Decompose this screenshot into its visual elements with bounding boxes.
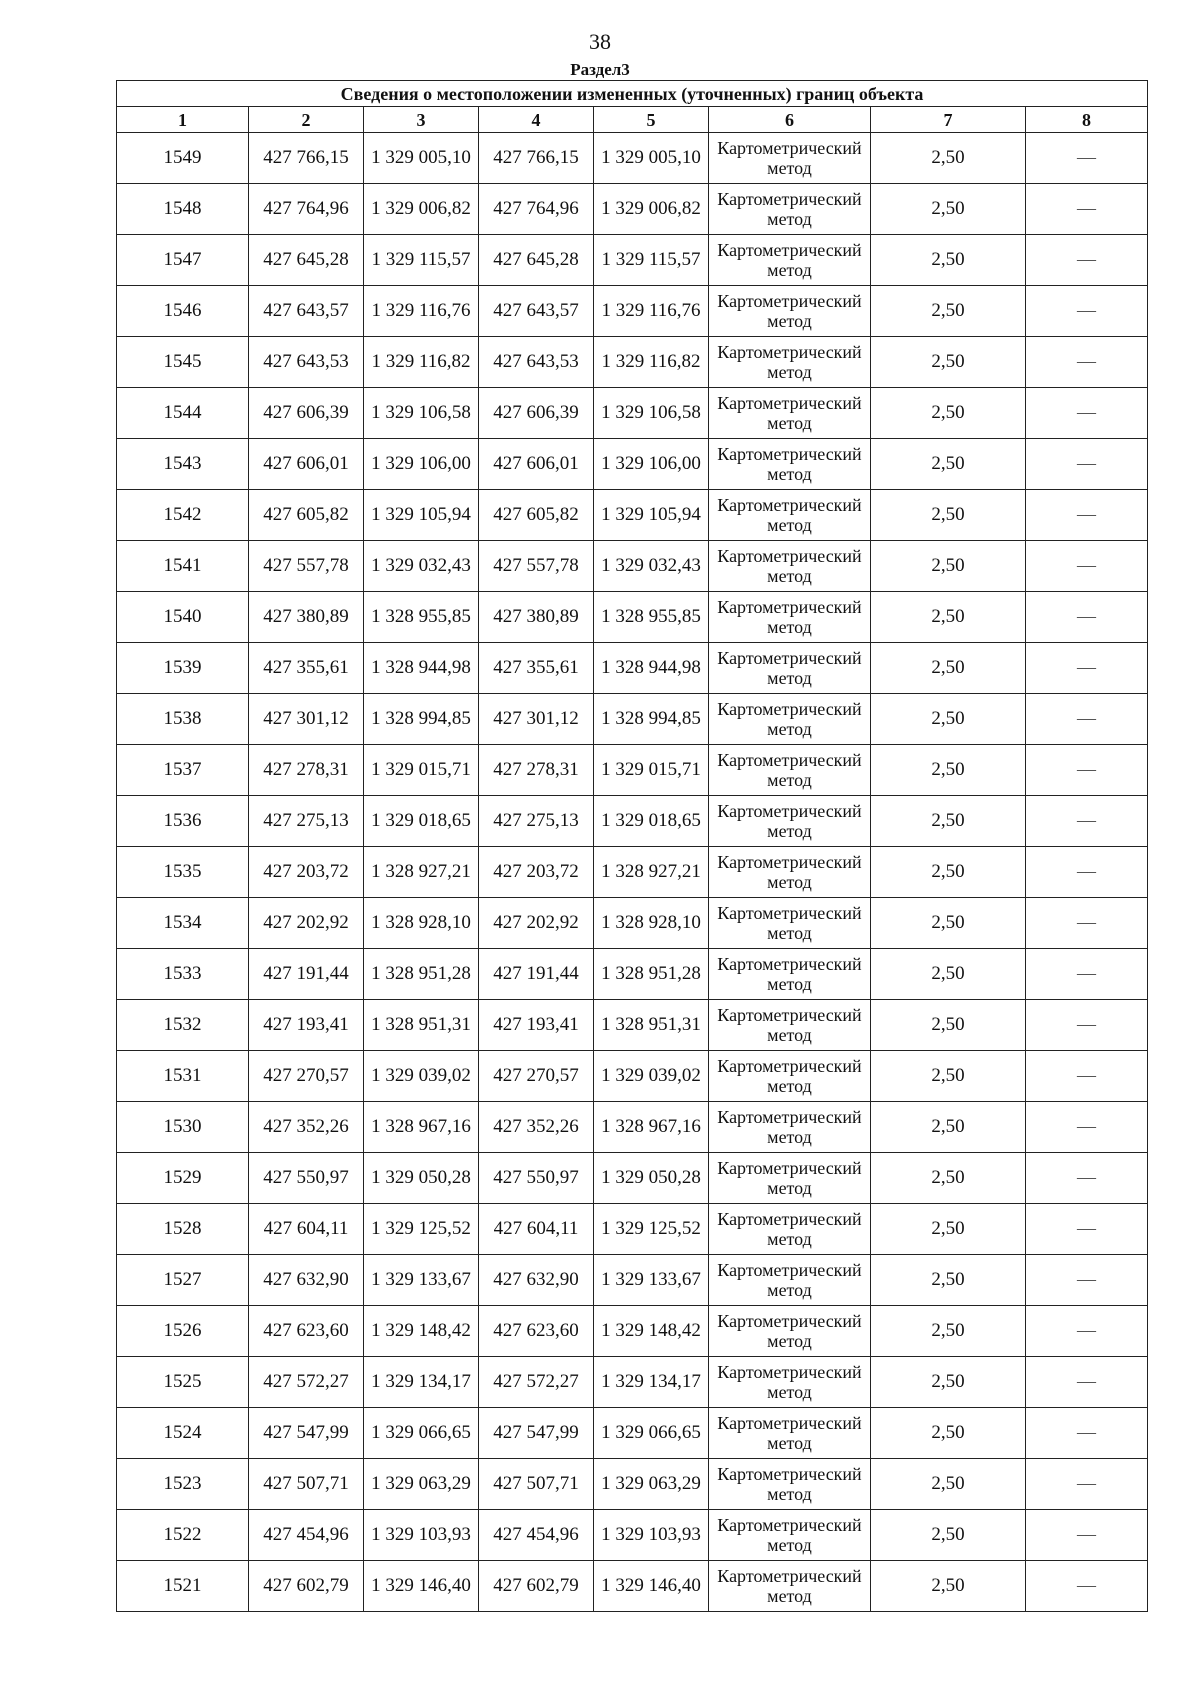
y-new-cell: 1 329 066,65 <box>594 1408 709 1459</box>
point-number-cell: 1528 <box>117 1204 249 1255</box>
accuracy-cell: 2,50 <box>871 847 1026 898</box>
description-cell: — <box>1026 694 1148 745</box>
y-old-cell: 1 329 106,00 <box>364 439 479 490</box>
y-new-cell: 1 329 116,76 <box>594 286 709 337</box>
description-cell: — <box>1026 133 1148 184</box>
description-cell: — <box>1026 1459 1148 1510</box>
y-old-cell: 1 329 106,58 <box>364 388 479 439</box>
description-cell: — <box>1026 388 1148 439</box>
x-old-cell: 427 202,92 <box>249 898 364 949</box>
method-cell: Картометрический метод <box>709 490 871 541</box>
y-old-cell: 1 329 063,29 <box>364 1459 479 1510</box>
y-old-cell: 1 329 032,43 <box>364 541 479 592</box>
column-number: 7 <box>871 107 1026 133</box>
accuracy-cell: 2,50 <box>871 1102 1026 1153</box>
accuracy-cell: 2,50 <box>871 184 1026 235</box>
table-row <box>117 643 1148 694</box>
y-new-cell: 1 329 133,67 <box>594 1255 709 1306</box>
column-number: 5 <box>594 107 709 133</box>
method-cell: Картометрический метод <box>709 592 871 643</box>
point-number-cell: 1524 <box>117 1408 249 1459</box>
x-old-cell: 427 766,15 <box>249 133 364 184</box>
y-new-cell: 1 329 015,71 <box>594 745 709 796</box>
table-row <box>117 1255 1148 1306</box>
point-number-cell: 1548 <box>117 184 249 235</box>
method-cell: Картометрический метод <box>709 1255 871 1306</box>
x-new-cell: 427 203,72 <box>479 847 594 898</box>
x-old-cell: 427 352,26 <box>249 1102 364 1153</box>
accuracy-cell: 2,50 <box>871 439 1026 490</box>
column-number: 6 <box>709 107 871 133</box>
y-old-cell: 1 328 928,10 <box>364 898 479 949</box>
y-old-cell: 1 329 146,40 <box>364 1561 479 1612</box>
method-cell: Картометрический метод <box>709 643 871 694</box>
accuracy-cell: 2,50 <box>871 643 1026 694</box>
x-new-cell: 427 557,78 <box>479 541 594 592</box>
x-new-cell: 427 507,71 <box>479 1459 594 1510</box>
table-row <box>117 898 1148 949</box>
method-cell: Картометрический метод <box>709 1000 871 1051</box>
table-row <box>117 1051 1148 1102</box>
accuracy-cell: 2,50 <box>871 1357 1026 1408</box>
x-old-cell: 427 643,57 <box>249 286 364 337</box>
y-new-cell: 1 329 106,58 <box>594 388 709 439</box>
y-new-cell: 1 329 032,43 <box>594 541 709 592</box>
x-old-cell: 427 203,72 <box>249 847 364 898</box>
y-new-cell: 1 328 955,85 <box>594 592 709 643</box>
y-old-cell: 1 329 116,76 <box>364 286 479 337</box>
accuracy-cell: 2,50 <box>871 1510 1026 1561</box>
x-old-cell: 427 301,12 <box>249 694 364 745</box>
x-new-cell: 427 606,39 <box>479 388 594 439</box>
point-number-cell: 1526 <box>117 1306 249 1357</box>
point-number-cell: 1529 <box>117 1153 249 1204</box>
y-new-cell: 1 329 063,29 <box>594 1459 709 1510</box>
method-cell: Картометрический метод <box>709 286 871 337</box>
section-title: Раздел3 <box>570 60 630 79</box>
y-new-cell: 1 328 951,28 <box>594 949 709 1000</box>
x-new-cell: 427 643,57 <box>479 286 594 337</box>
table-row <box>117 1153 1148 1204</box>
y-new-cell: 1 329 103,93 <box>594 1510 709 1561</box>
method-cell: Картометрический метод <box>709 184 871 235</box>
table-row <box>117 949 1148 1000</box>
x-new-cell: 427 606,01 <box>479 439 594 490</box>
point-number-cell: 1541 <box>117 541 249 592</box>
x-new-cell: 427 278,31 <box>479 745 594 796</box>
table-row <box>117 388 1148 439</box>
method-cell: Картометрический метод <box>709 541 871 592</box>
description-cell: — <box>1026 745 1148 796</box>
description-cell: — <box>1026 1357 1148 1408</box>
table-row <box>117 1510 1148 1561</box>
method-cell: Картометрический метод <box>709 1306 871 1357</box>
y-new-cell: 1 328 967,16 <box>594 1102 709 1153</box>
y-new-cell: 1 328 927,21 <box>594 847 709 898</box>
description-cell: — <box>1026 1204 1148 1255</box>
x-new-cell: 427 193,41 <box>479 1000 594 1051</box>
point-number-cell: 1522 <box>117 1510 249 1561</box>
x-old-cell: 427 606,39 <box>249 388 364 439</box>
method-cell: Картометрический метод <box>709 949 871 1000</box>
table-row <box>117 694 1148 745</box>
accuracy-cell: 2,50 <box>871 1204 1026 1255</box>
table-row <box>117 796 1148 847</box>
description-cell: — <box>1026 1102 1148 1153</box>
method-cell: Картометрический метод <box>709 1153 871 1204</box>
method-cell: Картометрический метод <box>709 1459 871 1510</box>
point-number-cell: 1538 <box>117 694 249 745</box>
y-new-cell: 1 329 018,65 <box>594 796 709 847</box>
table-row <box>117 1000 1148 1051</box>
accuracy-cell: 2,50 <box>871 1306 1026 1357</box>
y-old-cell: 1 328 927,21 <box>364 847 479 898</box>
x-new-cell: 427 202,92 <box>479 898 594 949</box>
page-number: 38 <box>589 29 611 54</box>
method-cell: Картометрический метод <box>709 1051 871 1102</box>
method-cell: Картометрический метод <box>709 898 871 949</box>
accuracy-cell: 2,50 <box>871 490 1026 541</box>
accuracy-cell: 2,50 <box>871 1561 1026 1612</box>
table-row <box>117 541 1148 592</box>
description-cell: — <box>1026 439 1148 490</box>
x-old-cell: 427 606,01 <box>249 439 364 490</box>
accuracy-cell: 2,50 <box>871 1459 1026 1510</box>
accuracy-cell: 2,50 <box>871 592 1026 643</box>
point-number-cell: 1547 <box>117 235 249 286</box>
table-row <box>117 1357 1148 1408</box>
point-number-cell: 1542 <box>117 490 249 541</box>
point-number-cell: 1549 <box>117 133 249 184</box>
method-cell: Картометрический метод <box>709 439 871 490</box>
y-new-cell: 1 329 050,28 <box>594 1153 709 1204</box>
x-new-cell: 427 547,99 <box>479 1408 594 1459</box>
description-cell: — <box>1026 541 1148 592</box>
description-cell: — <box>1026 1306 1148 1357</box>
x-old-cell: 427 632,90 <box>249 1255 364 1306</box>
y-new-cell: 1 329 134,17 <box>594 1357 709 1408</box>
y-old-cell: 1 329 018,65 <box>364 796 479 847</box>
x-old-cell: 427 602,79 <box>249 1561 364 1612</box>
y-new-cell: 1 329 125,52 <box>594 1204 709 1255</box>
y-old-cell: 1 329 134,17 <box>364 1357 479 1408</box>
column-number: 8 <box>1026 107 1148 133</box>
x-new-cell: 427 454,96 <box>479 1510 594 1561</box>
x-new-cell: 427 632,90 <box>479 1255 594 1306</box>
x-new-cell: 427 643,53 <box>479 337 594 388</box>
description-cell: — <box>1026 184 1148 235</box>
method-cell: Картометрический метод <box>709 337 871 388</box>
x-new-cell: 427 355,61 <box>479 643 594 694</box>
description-cell: — <box>1026 1255 1148 1306</box>
point-number-cell: 1545 <box>117 337 249 388</box>
y-new-cell: 1 329 106,00 <box>594 439 709 490</box>
description-cell: — <box>1026 898 1148 949</box>
accuracy-cell: 2,50 <box>871 541 1026 592</box>
x-old-cell: 427 572,27 <box>249 1357 364 1408</box>
y-old-cell: 1 328 951,31 <box>364 1000 479 1051</box>
y-new-cell: 1 329 148,42 <box>594 1306 709 1357</box>
method-cell: Картометрический метод <box>709 133 871 184</box>
y-old-cell: 1 329 133,67 <box>364 1255 479 1306</box>
column-number: 3 <box>364 107 479 133</box>
y-new-cell: 1 329 146,40 <box>594 1561 709 1612</box>
y-old-cell: 1 328 944,98 <box>364 643 479 694</box>
method-cell: Картометрический метод <box>709 388 871 439</box>
y-new-cell: 1 329 116,82 <box>594 337 709 388</box>
description-cell: — <box>1026 847 1148 898</box>
x-new-cell: 427 605,82 <box>479 490 594 541</box>
table-row <box>117 133 1148 184</box>
accuracy-cell: 2,50 <box>871 1408 1026 1459</box>
y-old-cell: 1 329 103,93 <box>364 1510 479 1561</box>
table-row <box>117 490 1148 541</box>
x-old-cell: 427 507,71 <box>249 1459 364 1510</box>
y-new-cell: 1 328 944,98 <box>594 643 709 694</box>
x-old-cell: 427 645,28 <box>249 235 364 286</box>
y-new-cell: 1 329 005,10 <box>594 133 709 184</box>
y-old-cell: 1 329 005,10 <box>364 133 479 184</box>
method-cell: Картометрический метод <box>709 235 871 286</box>
accuracy-cell: 2,50 <box>871 235 1026 286</box>
x-old-cell: 427 557,78 <box>249 541 364 592</box>
table-row <box>117 847 1148 898</box>
y-old-cell: 1 329 115,57 <box>364 235 479 286</box>
y-old-cell: 1 329 015,71 <box>364 745 479 796</box>
y-old-cell: 1 329 116,82 <box>364 337 479 388</box>
point-number-cell: 1533 <box>117 949 249 1000</box>
table-row <box>117 1102 1148 1153</box>
point-number-cell: 1527 <box>117 1255 249 1306</box>
description-cell: — <box>1026 796 1148 847</box>
point-number-cell: 1521 <box>117 1561 249 1612</box>
table-row <box>117 1306 1148 1357</box>
description-cell: — <box>1026 1561 1148 1612</box>
y-old-cell: 1 329 148,42 <box>364 1306 479 1357</box>
y-old-cell: 1 329 066,65 <box>364 1408 479 1459</box>
x-new-cell: 427 604,11 <box>479 1204 594 1255</box>
x-old-cell: 427 643,53 <box>249 337 364 388</box>
y-new-cell: 1 329 105,94 <box>594 490 709 541</box>
x-old-cell: 427 547,99 <box>249 1408 364 1459</box>
y-old-cell: 1 328 967,16 <box>364 1102 479 1153</box>
y-new-cell: 1 328 994,85 <box>594 694 709 745</box>
x-old-cell: 427 355,61 <box>249 643 364 694</box>
x-new-cell: 427 270,57 <box>479 1051 594 1102</box>
x-old-cell: 427 278,31 <box>249 745 364 796</box>
table-row <box>117 439 1148 490</box>
x-new-cell: 427 380,89 <box>479 592 594 643</box>
x-new-cell: 427 602,79 <box>479 1561 594 1612</box>
table-row <box>117 235 1148 286</box>
table-caption: Сведения о местоположении измененных (уточненных) границ объекта <box>117 81 1148 107</box>
table-row <box>117 184 1148 235</box>
description-cell: — <box>1026 1408 1148 1459</box>
y-old-cell: 1 329 050,28 <box>364 1153 479 1204</box>
point-number-cell: 1531 <box>117 1051 249 1102</box>
point-number-cell: 1523 <box>117 1459 249 1510</box>
point-number-cell: 1544 <box>117 388 249 439</box>
y-old-cell: 1 329 006,82 <box>364 184 479 235</box>
column-number-row <box>117 107 1148 133</box>
description-cell: — <box>1026 337 1148 388</box>
y-new-cell: 1 328 951,31 <box>594 1000 709 1051</box>
description-cell: — <box>1026 286 1148 337</box>
table-row <box>117 1459 1148 1510</box>
point-number-cell: 1539 <box>117 643 249 694</box>
y-old-cell: 1 328 994,85 <box>364 694 479 745</box>
description-cell: — <box>1026 592 1148 643</box>
x-old-cell: 427 275,13 <box>249 796 364 847</box>
table-row <box>117 745 1148 796</box>
method-cell: Картометрический метод <box>709 1204 871 1255</box>
description-cell: — <box>1026 1051 1148 1102</box>
x-new-cell: 427 766,15 <box>479 133 594 184</box>
table-row <box>117 1204 1148 1255</box>
accuracy-cell: 2,50 <box>871 337 1026 388</box>
x-old-cell: 427 270,57 <box>249 1051 364 1102</box>
accuracy-cell: 2,50 <box>871 1000 1026 1051</box>
point-number-cell: 1537 <box>117 745 249 796</box>
accuracy-cell: 2,50 <box>871 286 1026 337</box>
description-cell: — <box>1026 643 1148 694</box>
x-new-cell: 427 572,27 <box>479 1357 594 1408</box>
x-old-cell: 427 193,41 <box>249 1000 364 1051</box>
point-number-cell: 1546 <box>117 286 249 337</box>
accuracy-cell: 2,50 <box>871 1255 1026 1306</box>
method-cell: Картометрический метод <box>709 1357 871 1408</box>
x-old-cell: 427 764,96 <box>249 184 364 235</box>
accuracy-cell: 2,50 <box>871 1051 1026 1102</box>
method-cell: Картометрический метод <box>709 745 871 796</box>
accuracy-cell: 2,50 <box>871 898 1026 949</box>
x-old-cell: 427 454,96 <box>249 1510 364 1561</box>
column-number: 1 <box>117 107 249 133</box>
x-new-cell: 427 191,44 <box>479 949 594 1000</box>
x-old-cell: 427 380,89 <box>249 592 364 643</box>
method-cell: Картометрический метод <box>709 1561 871 1612</box>
method-cell: Картометрический метод <box>709 847 871 898</box>
x-new-cell: 427 301,12 <box>479 694 594 745</box>
x-new-cell: 427 623,60 <box>479 1306 594 1357</box>
point-number-cell: 1532 <box>117 1000 249 1051</box>
point-number-cell: 1530 <box>117 1102 249 1153</box>
y-old-cell: 1 328 951,28 <box>364 949 479 1000</box>
y-new-cell: 1 328 928,10 <box>594 898 709 949</box>
method-cell: Картометрический метод <box>709 1510 871 1561</box>
accuracy-cell: 2,50 <box>871 796 1026 847</box>
table-row <box>117 1408 1148 1459</box>
description-cell: — <box>1026 1510 1148 1561</box>
x-new-cell: 427 764,96 <box>479 184 594 235</box>
accuracy-cell: 2,50 <box>871 949 1026 1000</box>
description-cell: — <box>1026 949 1148 1000</box>
method-cell: Картометрический метод <box>709 1408 871 1459</box>
x-old-cell: 427 605,82 <box>249 490 364 541</box>
y-old-cell: 1 329 039,02 <box>364 1051 479 1102</box>
x-new-cell: 427 352,26 <box>479 1102 594 1153</box>
x-new-cell: 427 550,97 <box>479 1153 594 1204</box>
point-number-cell: 1535 <box>117 847 249 898</box>
description-cell: — <box>1026 235 1148 286</box>
x-old-cell: 427 191,44 <box>249 949 364 1000</box>
method-cell: Картометрический метод <box>709 1102 871 1153</box>
accuracy-cell: 2,50 <box>871 133 1026 184</box>
description-cell: — <box>1026 1000 1148 1051</box>
point-number-cell: 1543 <box>117 439 249 490</box>
accuracy-cell: 2,50 <box>871 388 1026 439</box>
accuracy-cell: 2,50 <box>871 694 1026 745</box>
table-row <box>117 1561 1148 1612</box>
table-body <box>117 133 1148 1612</box>
column-number: 2 <box>249 107 364 133</box>
point-number-cell: 1536 <box>117 796 249 847</box>
x-old-cell: 427 623,60 <box>249 1306 364 1357</box>
y-old-cell: 1 329 105,94 <box>364 490 479 541</box>
description-cell: — <box>1026 490 1148 541</box>
point-number-cell: 1540 <box>117 592 249 643</box>
y-new-cell: 1 329 115,57 <box>594 235 709 286</box>
point-number-cell: 1534 <box>117 898 249 949</box>
accuracy-cell: 2,50 <box>871 1153 1026 1204</box>
description-cell: — <box>1026 1153 1148 1204</box>
table-row <box>117 286 1148 337</box>
table-row <box>117 337 1148 388</box>
y-new-cell: 1 329 039,02 <box>594 1051 709 1102</box>
x-old-cell: 427 550,97 <box>249 1153 364 1204</box>
column-number: 4 <box>479 107 594 133</box>
method-cell: Картометрический метод <box>709 694 871 745</box>
x-old-cell: 427 604,11 <box>249 1204 364 1255</box>
accuracy-cell: 2,50 <box>871 745 1026 796</box>
x-new-cell: 427 645,28 <box>479 235 594 286</box>
x-new-cell: 427 275,13 <box>479 796 594 847</box>
coordinates-table <box>116 80 1148 1612</box>
table-row <box>117 592 1148 643</box>
method-cell: Картометрический метод <box>709 796 871 847</box>
y-old-cell: 1 329 125,52 <box>364 1204 479 1255</box>
point-number-cell: 1525 <box>117 1357 249 1408</box>
y-old-cell: 1 328 955,85 <box>364 592 479 643</box>
y-new-cell: 1 329 006,82 <box>594 184 709 235</box>
